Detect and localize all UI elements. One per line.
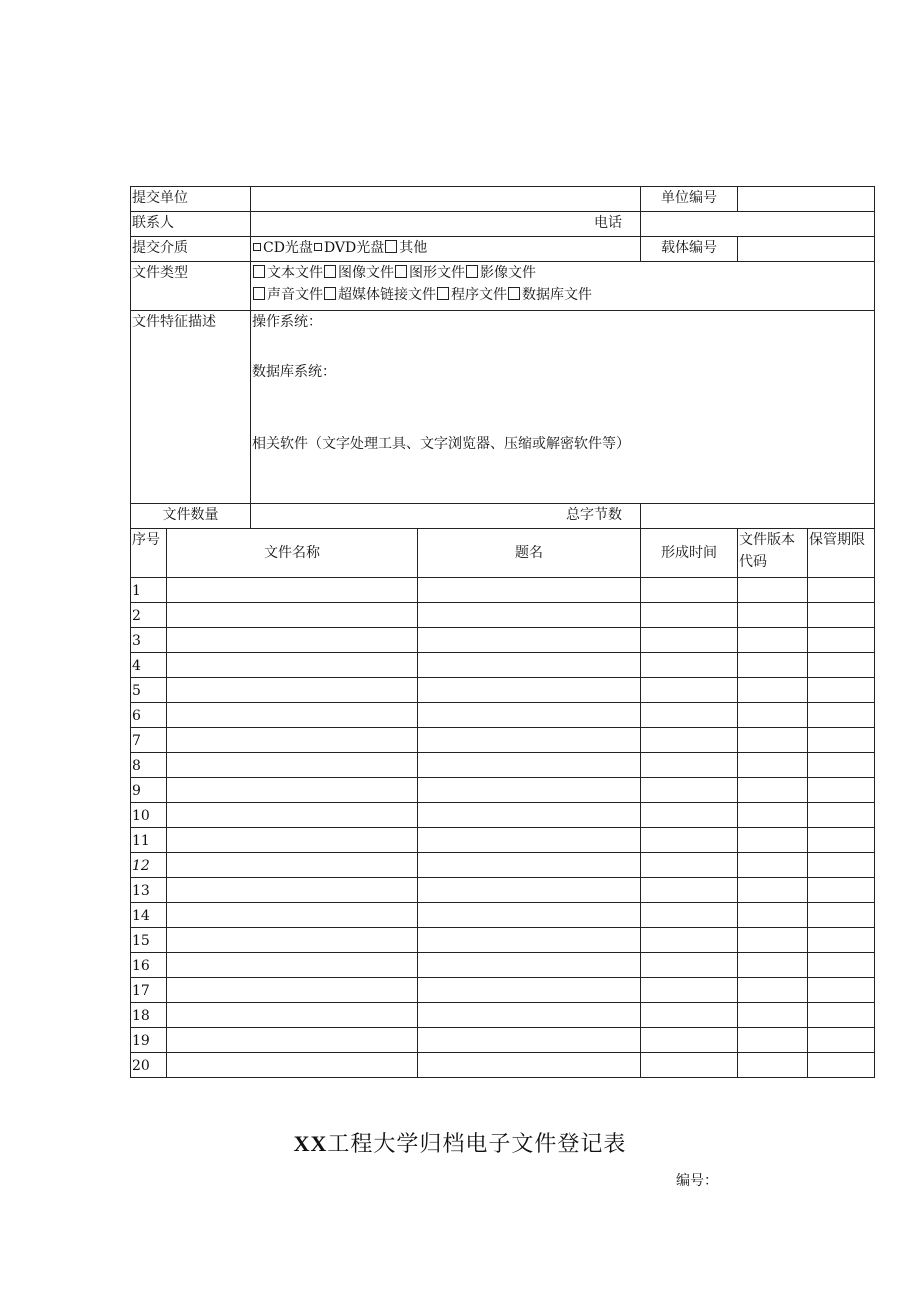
table-row	[131, 578, 875, 603]
other-checkbox[interactable]	[385, 240, 397, 253]
file-name-cell[interactable]	[167, 878, 418, 903]
subject-cell[interactable]	[418, 603, 641, 628]
file-name-cell[interactable]	[167, 778, 418, 803]
file-type-row-1	[252, 262, 873, 284]
version-cell[interactable]	[738, 803, 808, 828]
header-version-line1: 文件版本	[739, 532, 795, 548]
row-number: 13	[131, 878, 167, 903]
retention-cell[interactable]	[808, 603, 875, 628]
row-number: 11	[131, 828, 167, 853]
version-cell[interactable]	[738, 653, 808, 678]
created-cell[interactable]	[641, 603, 738, 628]
file-type-hypermedia: 超媒体链接文件	[338, 287, 436, 303]
carrier-code-label: 载体编号	[641, 237, 738, 262]
version-cell[interactable]	[738, 978, 808, 1003]
created-cell[interactable]	[641, 778, 738, 803]
version-cell[interactable]	[738, 878, 808, 903]
retention-cell[interactable]	[808, 778, 875, 803]
table-row	[131, 803, 875, 828]
created-cell[interactable]	[641, 678, 738, 703]
file-name-cell[interactable]	[167, 578, 418, 603]
subject-cell[interactable]	[418, 753, 641, 778]
row-number: 16	[131, 953, 167, 978]
carrier-code-field[interactable]	[738, 237, 875, 262]
created-cell[interactable]	[641, 903, 738, 928]
version-cell[interactable]	[738, 578, 808, 603]
version-cell[interactable]	[738, 953, 808, 978]
checkbox[interactable]	[253, 265, 265, 278]
retention-cell[interactable]	[808, 628, 875, 653]
cd-option-label: CD光盘	[263, 240, 313, 256]
page-title	[0, 1127, 920, 1158]
subject-cell[interactable]	[418, 578, 641, 603]
created-cell[interactable]	[641, 978, 738, 1003]
table-row	[131, 628, 875, 653]
header-seq: 序号	[131, 529, 167, 578]
file-name-cell[interactable]	[167, 828, 418, 853]
cd-checkbox[interactable]	[253, 243, 261, 251]
file-name-cell[interactable]	[167, 1053, 418, 1078]
header-version	[738, 529, 808, 578]
checkbox[interactable]	[437, 287, 449, 300]
version-cell[interactable]	[738, 828, 808, 853]
subject-cell[interactable]	[418, 828, 641, 853]
created-cell[interactable]	[641, 1053, 738, 1078]
phone-field[interactable]	[641, 212, 875, 237]
file-count-label: 文件数量	[131, 504, 251, 529]
row-number: 19	[131, 1028, 167, 1053]
file-name-cell[interactable]	[167, 678, 418, 703]
db-label: 数据库系统：	[252, 364, 336, 380]
submit-unit-label: 提交单位	[131, 187, 251, 212]
row-number: 5	[131, 678, 167, 703]
file-name-cell[interactable]	[167, 903, 418, 928]
table-row	[131, 1003, 875, 1028]
table-row	[131, 753, 875, 778]
submit-unit-field[interactable]	[251, 187, 641, 212]
header-version-line2: 代码	[739, 554, 767, 570]
table-row	[131, 703, 875, 728]
media-label: 提交介质	[131, 237, 251, 262]
dvd-checkbox[interactable]	[314, 243, 322, 251]
version-cell[interactable]	[738, 678, 808, 703]
unit-code-field[interactable]	[738, 187, 875, 212]
checkbox[interactable]	[253, 287, 265, 300]
created-cell[interactable]	[641, 803, 738, 828]
created-cell[interactable]	[641, 878, 738, 903]
other-option-label: 其他	[399, 240, 428, 256]
subject-cell[interactable]	[418, 728, 641, 753]
row-number: 12	[131, 853, 167, 878]
file-name-cell[interactable]	[167, 728, 418, 753]
file-type-database: 数据库文件	[522, 287, 592, 303]
table-row	[131, 603, 875, 628]
retention-cell[interactable]	[808, 903, 875, 928]
row-number: 14	[131, 903, 167, 928]
retention-cell[interactable]	[808, 578, 875, 603]
row-number: 4	[131, 653, 167, 678]
file-name-cell[interactable]	[167, 953, 418, 978]
created-cell[interactable]	[641, 728, 738, 753]
checkbox[interactable]	[508, 287, 520, 300]
row-number: 20	[131, 1053, 167, 1078]
retention-cell[interactable]	[808, 928, 875, 953]
row-number: 9	[131, 778, 167, 803]
file-type-video: 影像文件	[480, 265, 536, 281]
created-cell[interactable]	[641, 953, 738, 978]
created-cell[interactable]	[641, 578, 738, 603]
subject-cell[interactable]	[418, 653, 641, 678]
retention-cell[interactable]	[808, 953, 875, 978]
file-name-cell[interactable]	[167, 978, 418, 1003]
subject-cell[interactable]	[418, 1003, 641, 1028]
subject-cell[interactable]	[418, 778, 641, 803]
header-subject: 题名	[418, 529, 641, 578]
subject-cell[interactable]	[418, 803, 641, 828]
file-type-graphic: 图形文件	[409, 265, 465, 281]
retention-cell[interactable]	[808, 728, 875, 753]
file-type-audio: 声音文件	[267, 287, 323, 303]
created-cell[interactable]	[641, 1028, 738, 1053]
phone-label: 电话	[251, 212, 641, 237]
version-cell[interactable]	[738, 853, 808, 878]
table-row	[131, 853, 875, 878]
created-cell[interactable]	[641, 703, 738, 728]
subject-cell[interactable]	[418, 903, 641, 928]
retention-cell[interactable]	[808, 1053, 875, 1078]
subject-cell[interactable]	[418, 878, 641, 903]
os-label: 操作系统：	[252, 314, 322, 330]
table-row	[131, 978, 875, 1003]
file-name-cell[interactable]	[167, 628, 418, 653]
version-cell[interactable]	[738, 928, 808, 953]
created-cell[interactable]	[641, 653, 738, 678]
contact-label: 联系人	[131, 212, 251, 237]
software-label: 相关软件（文字处理工具、文字浏览器、压缩或解密软件等）	[252, 436, 630, 452]
title-prefix: XX	[293, 1131, 328, 1156]
total-bytes-field[interactable]	[641, 504, 875, 529]
file-name-cell[interactable]	[167, 853, 418, 878]
file-name-cell[interactable]	[167, 603, 418, 628]
checkbox[interactable]	[395, 265, 407, 278]
subject-cell[interactable]	[418, 978, 641, 1003]
subject-cell[interactable]	[418, 703, 641, 728]
feature-description[interactable]	[251, 311, 875, 504]
retention-cell[interactable]	[808, 878, 875, 903]
retention-cell[interactable]	[808, 653, 875, 678]
retention-cell[interactable]	[808, 978, 875, 1003]
created-cell[interactable]	[641, 628, 738, 653]
retention-cell[interactable]	[808, 1003, 875, 1028]
table-row	[131, 678, 875, 703]
row-number: 7	[131, 728, 167, 753]
row-number: 10	[131, 803, 167, 828]
file-name-cell[interactable]	[167, 653, 418, 678]
feature-label: 文件特征描述	[131, 311, 251, 504]
spacer	[252, 383, 873, 433]
serial-label: 编号：	[676, 1173, 718, 1189]
file-list-body	[131, 578, 875, 1078]
retention-cell[interactable]	[808, 1028, 875, 1053]
checkbox[interactable]	[324, 287, 336, 300]
row-number: 8	[131, 753, 167, 778]
file-name-cell[interactable]	[167, 753, 418, 778]
checkbox[interactable]	[466, 265, 478, 278]
header-created: 形成时间	[641, 529, 738, 578]
row-number: 15	[131, 928, 167, 953]
dvd-option-label: DVD光盘	[323, 240, 385, 256]
retention-cell[interactable]	[808, 678, 875, 703]
header-file-name: 文件名称	[167, 529, 418, 578]
file-type-image: 图像文件	[338, 265, 394, 281]
file-type-row-2	[252, 284, 873, 306]
row-number: 2	[131, 603, 167, 628]
file-type-options	[251, 262, 875, 311]
retention-cell[interactable]	[808, 803, 875, 828]
subject-cell[interactable]	[418, 628, 641, 653]
retention-cell[interactable]	[808, 703, 875, 728]
subject-cell[interactable]	[418, 1053, 641, 1078]
retention-cell[interactable]	[808, 853, 875, 878]
table-row	[131, 778, 875, 803]
table-row	[131, 828, 875, 853]
checkbox[interactable]	[324, 265, 336, 278]
table-row	[131, 728, 875, 753]
subject-cell[interactable]	[418, 853, 641, 878]
retention-cell[interactable]	[808, 753, 875, 778]
subject-cell[interactable]	[418, 953, 641, 978]
table-row	[131, 903, 875, 928]
subject-cell[interactable]	[418, 1028, 641, 1053]
version-cell[interactable]	[738, 753, 808, 778]
created-cell[interactable]	[641, 1003, 738, 1028]
file-name-cell[interactable]	[167, 803, 418, 828]
registration-form	[130, 186, 865, 1078]
media-options	[251, 237, 641, 262]
created-cell[interactable]	[641, 928, 738, 953]
row-number: 17	[131, 978, 167, 1003]
table-row	[131, 953, 875, 978]
version-cell[interactable]	[738, 778, 808, 803]
version-cell[interactable]	[738, 1003, 808, 1028]
table-row	[131, 653, 875, 678]
row-number: 18	[131, 1003, 167, 1028]
row-number: 6	[131, 703, 167, 728]
file-name-cell[interactable]	[167, 928, 418, 953]
total-bytes-label: 总字节数	[251, 504, 641, 529]
spacer	[252, 333, 873, 361]
unit-code-label: 单位编号	[641, 187, 738, 212]
subject-cell[interactable]	[418, 928, 641, 953]
created-cell[interactable]	[641, 753, 738, 778]
version-cell[interactable]	[738, 1028, 808, 1053]
file-type-text: 文本文件	[267, 265, 323, 281]
file-name-cell[interactable]	[167, 1028, 418, 1053]
header-retention: 保管期限	[808, 529, 875, 578]
version-cell[interactable]	[738, 628, 808, 653]
file-type-program: 程序文件	[451, 287, 507, 303]
file-name-cell[interactable]	[167, 703, 418, 728]
file-type-label: 文件类型	[131, 262, 251, 311]
version-cell[interactable]	[738, 603, 808, 628]
table-row	[131, 1028, 875, 1053]
row-number: 1	[131, 578, 167, 603]
subject-cell[interactable]	[418, 678, 641, 703]
form-table	[130, 186, 875, 1078]
version-cell[interactable]	[738, 1053, 808, 1078]
table-row	[131, 928, 875, 953]
version-cell[interactable]	[738, 903, 808, 928]
row-number: 3	[131, 628, 167, 653]
table-row	[131, 878, 875, 903]
retention-cell[interactable]	[808, 828, 875, 853]
created-cell[interactable]	[641, 828, 738, 853]
title-text: 工程大学归档电子文件登记表	[327, 1132, 627, 1157]
table-row	[131, 1053, 875, 1078]
file-name-cell[interactable]	[167, 1003, 418, 1028]
version-cell[interactable]	[738, 703, 808, 728]
created-cell[interactable]	[641, 853, 738, 878]
version-cell[interactable]	[738, 728, 808, 753]
